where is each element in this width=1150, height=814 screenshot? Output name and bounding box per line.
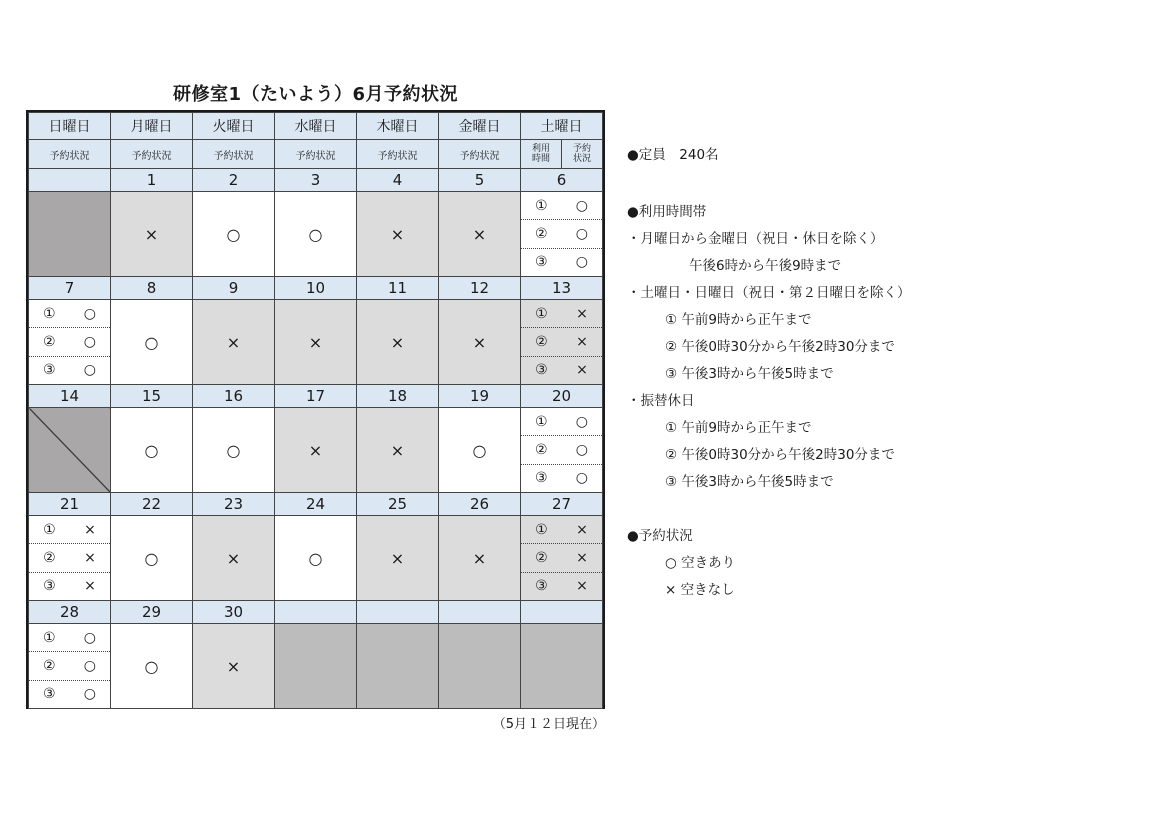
date-cell: 18 <box>357 385 439 408</box>
slot-number: ③ <box>535 578 548 595</box>
status-mark: × <box>390 332 405 352</box>
slot-number: ① <box>535 197 548 214</box>
status-cell <box>275 192 357 277</box>
date-cell: 7 <box>29 277 111 300</box>
status-mark: × <box>472 548 487 568</box>
date-cell: 17 <box>275 385 357 408</box>
status-mark: × <box>390 548 405 568</box>
status-mark: ○ <box>144 548 159 568</box>
date-cell: 12 <box>439 277 521 300</box>
slot-list <box>521 300 602 384</box>
info-line: ○ 空きあり <box>665 555 736 571</box>
info-line: ●予約状況 <box>627 528 693 544</box>
slot-mark: ○ <box>83 305 96 322</box>
status-mark: × <box>472 224 487 244</box>
status-row <box>29 516 603 601</box>
weekday-header: 木曜日 <box>357 113 439 140</box>
page-title: 研修室1（たいよう）6月予約状況 <box>172 84 459 105</box>
as-of-note: （5月１２日現在） <box>492 717 605 732</box>
sub-header-label: 予約状況 <box>111 140 193 169</box>
slot-mark: ○ <box>575 470 588 487</box>
slot-row <box>29 300 110 327</box>
slot-cell <box>521 300 603 385</box>
status-cell <box>193 516 275 601</box>
weekday-header: 水曜日 <box>275 113 357 140</box>
slot-row <box>521 356 602 384</box>
slot-row <box>29 543 110 571</box>
date-row <box>29 493 603 516</box>
sub-header-label: 予約状況 <box>275 140 357 169</box>
date-cell: 16 <box>193 385 275 408</box>
info-line: × 空きなし <box>665 582 735 598</box>
status-mark: ○ <box>144 656 159 676</box>
info-line: ●利用時間帯 <box>627 204 707 220</box>
slot-list <box>29 624 110 708</box>
status-mark: ○ <box>308 548 323 568</box>
date-row <box>29 601 603 624</box>
status-cell <box>193 624 275 709</box>
empty-cell <box>521 624 603 709</box>
date-cell: 11 <box>357 277 439 300</box>
status-mark: × <box>144 224 159 244</box>
info-line: 午後6時から午後9時まで <box>689 258 842 274</box>
slot-number: ① <box>43 521 56 538</box>
weekday-header: 土曜日 <box>521 113 603 140</box>
status-label: 予約 状況 <box>572 144 591 164</box>
slot-mark: × <box>576 521 588 538</box>
slot-number: ③ <box>535 470 548 487</box>
sub-header-label: 予約状況 <box>439 140 521 169</box>
info-line: ① 午前9時から正午まで <box>665 420 812 436</box>
slot-row <box>29 516 110 543</box>
slot-number: ② <box>535 225 548 242</box>
slot-mark: × <box>576 305 588 322</box>
slot-number: ③ <box>535 362 548 379</box>
unavailable-cell <box>29 192 111 277</box>
slot-list <box>29 516 110 600</box>
status-cell <box>111 624 193 709</box>
sub-header-label: 予約状況 <box>29 140 111 169</box>
slot-mark: ○ <box>575 413 588 430</box>
holiday-cell <box>29 408 111 493</box>
weekday-header: 金曜日 <box>439 113 521 140</box>
status-mark: ○ <box>226 224 241 244</box>
slot-row <box>521 572 602 600</box>
status-cell <box>275 300 357 385</box>
calendar-table <box>28 112 603 709</box>
slot-number: ② <box>43 657 56 674</box>
slot-mark: ○ <box>83 362 96 379</box>
saturday-sub-header <box>521 140 603 169</box>
status-cell <box>111 516 193 601</box>
slot-number: ③ <box>43 362 56 379</box>
info-line: ・振替休日 <box>627 393 695 409</box>
date-cell <box>29 169 111 192</box>
status-row <box>29 192 603 277</box>
slot-list <box>521 516 602 600</box>
weekday-header: 火曜日 <box>193 113 275 140</box>
status-cell <box>193 300 275 385</box>
status-mark: × <box>226 656 241 676</box>
saturday-sub-split <box>521 140 602 168</box>
date-cell <box>521 601 603 624</box>
status-cell <box>357 408 439 493</box>
slot-list <box>521 408 602 492</box>
slot-mark: ○ <box>575 441 588 458</box>
slot-mark: ○ <box>575 225 588 242</box>
status-mark: × <box>308 332 323 352</box>
slot-list <box>29 300 110 384</box>
date-cell: 19 <box>439 385 521 408</box>
slot-row <box>521 543 602 571</box>
slot-row <box>521 300 602 327</box>
slot-cell <box>29 300 111 385</box>
date-row <box>29 385 603 408</box>
slot-mark: × <box>576 578 588 595</box>
date-cell: 20 <box>521 385 603 408</box>
weekday-header: 日曜日 <box>29 113 111 140</box>
status-cell <box>111 192 193 277</box>
slot-number: ① <box>43 305 56 322</box>
slot-mark: ○ <box>83 629 96 646</box>
slot-row <box>521 408 602 435</box>
date-cell: 2 <box>193 169 275 192</box>
status-mark: ○ <box>144 440 159 460</box>
date-cell: 28 <box>29 601 111 624</box>
reservation-calendar <box>26 110 605 709</box>
status-cell <box>439 192 521 277</box>
status-cell <box>439 408 521 493</box>
status-mark: × <box>390 440 405 460</box>
slot-row <box>521 435 602 463</box>
slot-number: ② <box>535 549 548 566</box>
date-cell: 27 <box>521 493 603 516</box>
status-mark: ○ <box>472 440 487 460</box>
status-row <box>29 408 603 493</box>
status-cell <box>357 516 439 601</box>
status-row <box>29 300 603 385</box>
status-cell <box>111 300 193 385</box>
slot-mark: × <box>84 549 96 566</box>
slot-row <box>29 572 110 600</box>
info-line: ・月曜日から金曜日（祝日・休日を除く） <box>627 231 884 247</box>
empty-cell <box>357 624 439 709</box>
slot-number: ③ <box>43 578 56 595</box>
slot-row <box>521 192 602 219</box>
slot-mark: ○ <box>83 686 96 703</box>
slot-number: ② <box>43 549 56 566</box>
empty-cell <box>439 624 521 709</box>
status-mark: × <box>390 224 405 244</box>
info-line: ③ 午後3時から午後5時まで <box>665 474 834 490</box>
slot-cell <box>521 516 603 601</box>
slot-row <box>29 356 110 384</box>
date-cell: 25 <box>357 493 439 516</box>
status-cell <box>357 192 439 277</box>
status-cell <box>439 300 521 385</box>
date-cell <box>357 601 439 624</box>
slot-row <box>29 327 110 355</box>
slot-number: ① <box>43 629 56 646</box>
status-mark: × <box>226 332 241 352</box>
weekday-header: 月曜日 <box>111 113 193 140</box>
slot-mark: ○ <box>575 197 588 214</box>
date-row <box>29 169 603 192</box>
date-cell: 10 <box>275 277 357 300</box>
date-cell: 3 <box>275 169 357 192</box>
slot-mark: × <box>84 578 96 595</box>
date-cell <box>275 601 357 624</box>
date-cell: 23 <box>193 493 275 516</box>
status-mark: × <box>308 440 323 460</box>
date-cell: 6 <box>521 169 603 192</box>
slot-row <box>29 651 110 679</box>
slot-row <box>29 680 110 708</box>
slot-mark: ○ <box>83 657 96 674</box>
info-line: ② 午後0時30分から午後2時30分まで <box>665 447 895 463</box>
status-mark: × <box>226 548 241 568</box>
slot-row <box>521 464 602 492</box>
slot-row <box>521 219 602 247</box>
info-line: ●定員 240名 <box>627 147 719 163</box>
date-cell: 13 <box>521 277 603 300</box>
status-cell <box>357 300 439 385</box>
slot-row <box>521 516 602 543</box>
slot-mark: ○ <box>83 333 96 350</box>
status-mark: ○ <box>144 332 159 352</box>
slot-row <box>29 624 110 651</box>
slot-number: ① <box>535 305 548 322</box>
status-cell <box>275 408 357 493</box>
time-label: 利用 時間 <box>521 140 562 168</box>
info-line: ② 午後0時30分から午後2時30分まで <box>665 339 895 355</box>
date-row <box>29 277 603 300</box>
date-cell: 30 <box>193 601 275 624</box>
info-line: ① 午前9時から正午まで <box>665 312 812 328</box>
status-cell <box>275 516 357 601</box>
date-cell: 5 <box>439 169 521 192</box>
slot-number: ② <box>535 333 548 350</box>
date-cell: 26 <box>439 493 521 516</box>
sub-header-label: 予約状況 <box>193 140 275 169</box>
slot-mark: ○ <box>575 254 588 271</box>
slot-cell <box>29 624 111 709</box>
date-cell: 22 <box>111 493 193 516</box>
slot-mark: × <box>576 333 588 350</box>
slot-row <box>521 327 602 355</box>
info-line: ・土曜日・日曜日（祝日・第２日曜日を除く） <box>627 285 911 301</box>
status-mark: ○ <box>226 440 241 460</box>
slot-number: ② <box>535 441 548 458</box>
weekday-header-row <box>29 113 603 140</box>
slot-cell <box>521 192 603 277</box>
date-cell: 8 <box>111 277 193 300</box>
status-mark: × <box>472 332 487 352</box>
status-mark: ○ <box>308 224 323 244</box>
slot-mark: × <box>576 362 588 379</box>
slot-row <box>521 248 602 276</box>
status-cell <box>111 408 193 493</box>
empty-cell <box>275 624 357 709</box>
date-cell: 4 <box>357 169 439 192</box>
slot-number: ③ <box>535 254 548 271</box>
date-cell: 29 <box>111 601 193 624</box>
slot-number: ① <box>535 521 548 538</box>
slot-mark: × <box>84 521 96 538</box>
slot-cell <box>521 408 603 493</box>
status-cell <box>439 516 521 601</box>
slot-mark: × <box>576 549 588 566</box>
date-cell: 21 <box>29 493 111 516</box>
status-cell <box>193 408 275 493</box>
date-cell <box>439 601 521 624</box>
date-cell: 24 <box>275 493 357 516</box>
date-cell: 9 <box>193 277 275 300</box>
info-line: ③ 午後3時から午後5時まで <box>665 366 834 382</box>
slot-number: ① <box>535 413 548 430</box>
sub-header-row <box>29 140 603 169</box>
slot-number: ③ <box>43 686 56 703</box>
date-cell: 14 <box>29 385 111 408</box>
date-cell: 1 <box>111 169 193 192</box>
date-cell: 15 <box>111 385 193 408</box>
slot-list <box>521 192 602 276</box>
status-row <box>29 624 603 709</box>
slot-cell <box>29 516 111 601</box>
sub-header-label: 予約状況 <box>357 140 439 169</box>
status-cell <box>193 192 275 277</box>
slot-number: ② <box>43 333 56 350</box>
